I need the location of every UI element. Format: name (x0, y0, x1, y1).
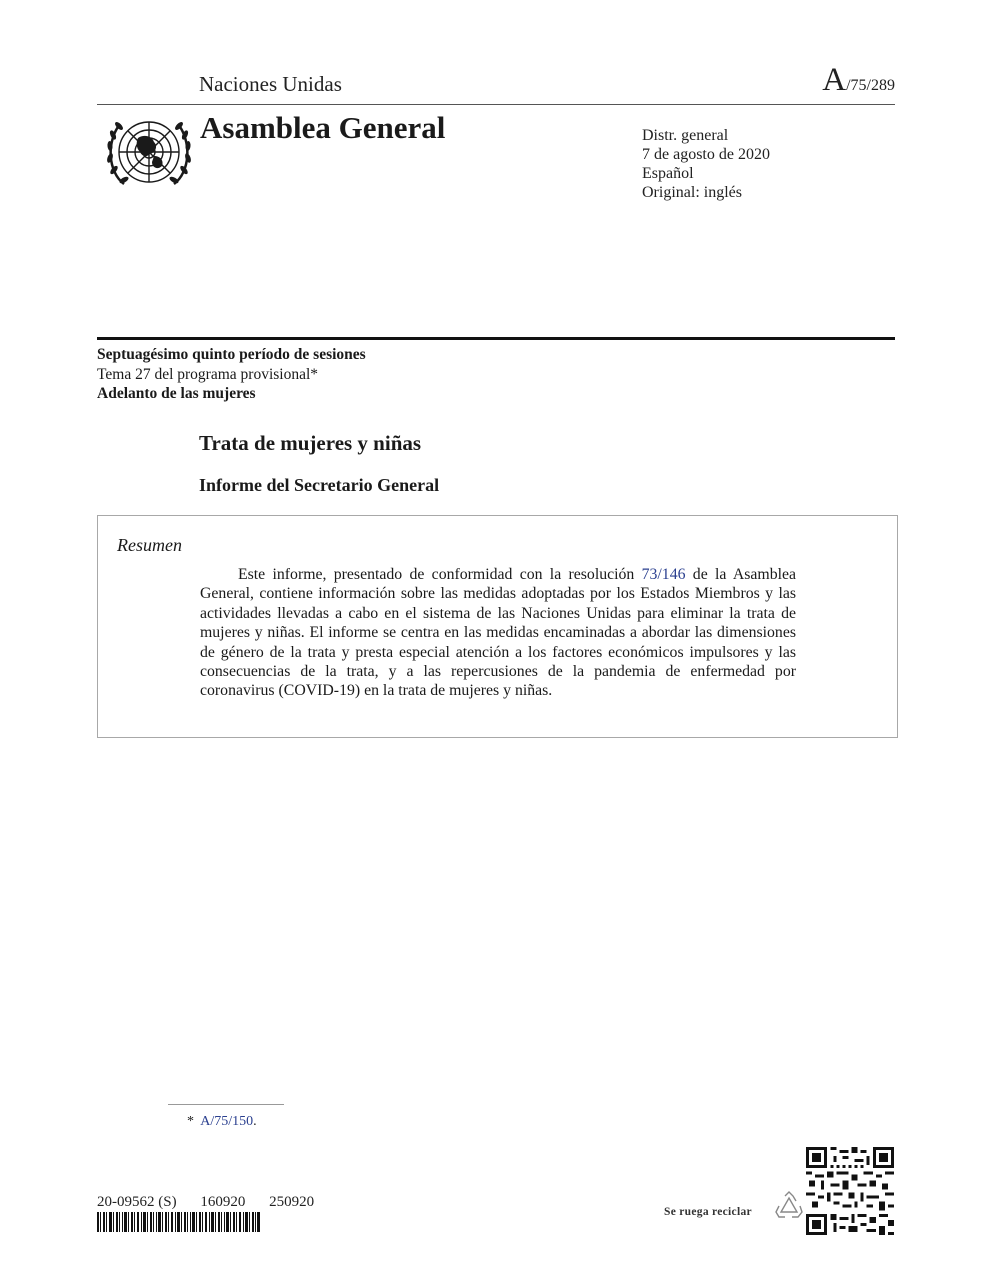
agenda-topic: Adelanto de las mujeres (97, 385, 256, 402)
footnote-rule (168, 1104, 284, 1105)
footnote-suffix: . (253, 1114, 257, 1129)
summary-heading: Resumen (117, 535, 182, 555)
footnote-link[interactable]: A/75/150 (200, 1114, 254, 1129)
assembly-title: Asamblea General (200, 110, 446, 145)
section-rule (97, 337, 895, 340)
un-emblem-icon (102, 112, 196, 192)
distribution-type: Distr. general (642, 127, 729, 144)
distribution-block (642, 126, 770, 202)
job-number-line (97, 1194, 334, 1211)
agenda-item: Tema 27 del programa provisional* (97, 365, 319, 383)
print-date-2: 250920 (269, 1194, 315, 1210)
barcode-icon (97, 1212, 260, 1232)
session-block (97, 345, 366, 404)
session-name: Septuagésimo quinto período de sesiones (97, 346, 366, 363)
document-title: Trata de mujeres y niñas (199, 431, 422, 455)
organization-name: Naciones Unidas (199, 72, 342, 96)
document-symbol (822, 62, 895, 99)
recycle-text: Se ruega reciclar (664, 1206, 752, 1218)
symbol-number: /75/289 (846, 77, 895, 94)
distribution-language: Español (642, 165, 694, 182)
symbol-letter: A (822, 62, 847, 98)
print-date-1: 160920 (200, 1194, 246, 1210)
resolution-link[interactable]: 73/146 (641, 566, 686, 583)
footnote-marker: * (187, 1114, 194, 1129)
header-rule (97, 104, 895, 105)
summary-text (200, 565, 796, 701)
document-subtitle: Informe del Secretario General (199, 475, 440, 495)
summary-text-start: Este informe, presentado de conformidad con la resolución (238, 566, 642, 583)
recycle-icon (773, 1190, 805, 1222)
footnote (187, 1114, 257, 1130)
distribution-date: 7 de agosto de 2020 (642, 146, 770, 163)
qr-code-icon (806, 1147, 894, 1235)
summary-text-rest: de la Asamblea General, contiene información sobre las medidas adoptadas por los Estados Miembros y las actividades llevadas a cabo en el sistema de las Naciones Unidas para eliminar la trata de mujeres y niñas. El informe se centra en las medidas encaminadas a abordar las dimensiones de género de la trata y presta especial atención a los factores económicos impulsores y las consecuencias de la trata, y a las repercusiones de la pandemia de enfermedad por coronavirus (COVID-19) en la trata de mujeres y niñas. (200, 566, 796, 700)
distribution-original: Original: inglés (642, 184, 742, 201)
job-number: 20-09562 (S) (97, 1194, 177, 1210)
